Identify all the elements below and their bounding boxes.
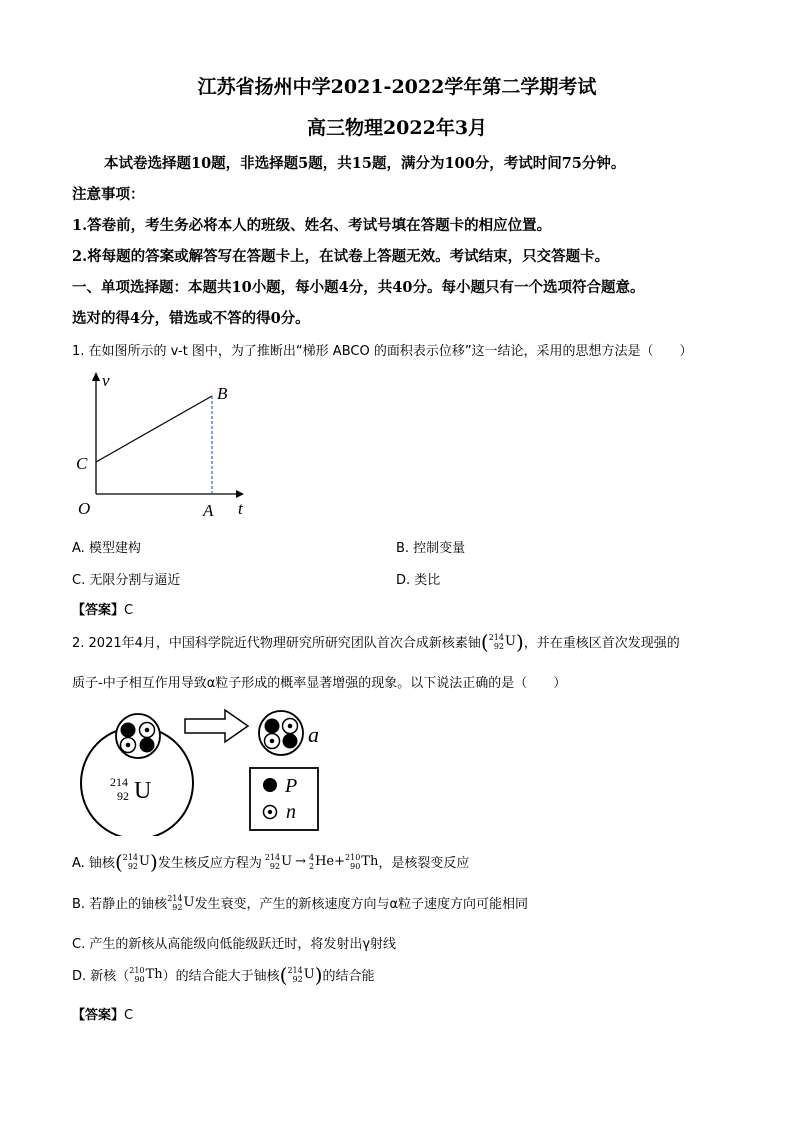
notice-2: 2.将每题的答案或解答写在答题卡上，在试卷上答题无效。考试结束，只交答题卡。 [72, 248, 610, 265]
section-scoring: 选对的得4分，错选或不答的得0分。 [72, 310, 310, 327]
isotope-u214: 214 92 U [287, 965, 315, 984]
q2-option-d-text2: ）的结合能大于铀核 [162, 969, 280, 984]
q2-answer-value: C [124, 1008, 134, 1023]
q2-stem-a: 2. 2021年4月，中国科学院近代物理研究所研究团队首次合成新核素铀 [72, 636, 481, 651]
u-symbol: U [505, 634, 516, 649]
q1-answer-label: 【答案】 [72, 603, 125, 618]
isotope-th210: 210 90 Th [129, 965, 163, 984]
q1-answer [72, 599, 133, 618]
label-c: C [76, 454, 88, 473]
q1-option-a: A. 模型建构 [72, 541, 141, 556]
q2-option-d: D. 新核（ 210 90 Th ）的结合能大于铀核 ( 214 92 U ) 的结合能 [72, 962, 375, 987]
q2-option-a: A. 铀核 ( 214 92 U ) 发生核反应方程为 214 92 U → 4 2 He + 210 90 Th ，是核裂变反应 [72, 849, 470, 874]
alpha-label: a [308, 722, 319, 747]
u-charge: 92 [493, 641, 504, 651]
legend-p: P [285, 775, 298, 797]
q1-option-b: B. 控制变量 [396, 541, 466, 556]
u-mass: 214 [488, 632, 504, 642]
exam-subtitle: 高三物理2022年3月 [306, 117, 488, 139]
label-o: O [78, 499, 91, 518]
proton-dot [265, 719, 280, 734]
q2-option-b-text1: B. 若静止的铀核 [72, 897, 168, 912]
alpha-particle [259, 711, 303, 755]
q2-option-d-text1: D. 新核（ [72, 969, 130, 984]
proton-dot [283, 734, 298, 749]
proton-dot [140, 738, 155, 753]
q2-option-c: C. 产生的新核从高能级向低能级跃迁时，将发射出γ射线 [72, 937, 397, 952]
intro-line: 本试卷选择题10题，非选择题5题，共15题，满分为100分，考试时间75分钟。 [104, 155, 626, 172]
q2-option-b [72, 893, 528, 912]
isotope-u214: 214 92 U [122, 852, 150, 871]
q2-answer [72, 1004, 133, 1023]
q2-option-a-text2: 发生核反应方程为 [157, 856, 262, 871]
label-t: t [238, 499, 243, 518]
legend-proton-dot [263, 778, 277, 792]
line-cb [96, 396, 212, 462]
isotope-u214: 214 92 U [167, 893, 195, 912]
q2-stem-b: ，并在重核区首次发现强的 [523, 636, 680, 651]
alpha-decay-figure [72, 706, 352, 836]
label-v: v [102, 371, 110, 390]
q2-option-a-text3: ，是核裂变反应 [378, 856, 470, 871]
paren-open: ( [480, 629, 489, 654]
nucleus-mass: 214 [110, 775, 128, 789]
exam-title: 江苏省扬州中学2021-2022学年第二学期考试 [197, 76, 597, 98]
reaction-equation: 214 92 U → 4 2 He + 210 90 Th [264, 852, 379, 871]
q2-option-a-text1: A. 铀核 [72, 856, 115, 871]
label-b: B [217, 384, 228, 403]
nucleus-symbol: U [134, 778, 152, 804]
alpha-cluster-inner [116, 714, 160, 758]
notice-1: 1.答卷前，考生务必将本人的班级、姓名、考试号填在答题卡的相应位置。 [72, 217, 552, 234]
q1-option-c: C. 无限分割与逼近 [72, 573, 181, 588]
q2-option-d-text3: 的结合能 [322, 969, 375, 984]
label-a: A [203, 501, 214, 520]
paren-close: ) [515, 629, 524, 654]
q2-option-b-text2: 发生衰变，产生的新核速度方向与α粒子速度方向可能相同 [194, 897, 529, 912]
emission-arrow [185, 710, 248, 742]
proton-dot [121, 723, 136, 738]
q1-stem: 1. 在如图所示的 v-t 图中，为了推断出“梯形 ABCO 的面积表示位移”这一结论，采用的思想方法是（ ） [72, 344, 693, 359]
v-axis-arrow [92, 372, 100, 381]
vt-graph [72, 366, 262, 526]
t-axis-arrow [236, 490, 244, 498]
isotope-u214 [489, 633, 516, 651]
q2-stem-line1 [72, 629, 680, 654]
notice-title: 注意事项： [72, 186, 145, 203]
q2-answer-label: 【答案】 [72, 1008, 125, 1023]
q1-answer-value: C [124, 603, 134, 618]
legend-n: n [286, 801, 296, 823]
q2-stem-line2: 质子-中子相互作用导致α粒子形成的概率显著增强的现象。以下说法正确的是（ ） [72, 676, 567, 691]
q1-option-d: D. 类比 [396, 573, 441, 588]
nucleus-charge: 92 [117, 789, 129, 803]
section-heading: 一、单项选择题：本题共10小题，每小题4分，共40分。每小题只有一个选项符合题意。 [72, 279, 645, 296]
legend-box [250, 768, 318, 830]
